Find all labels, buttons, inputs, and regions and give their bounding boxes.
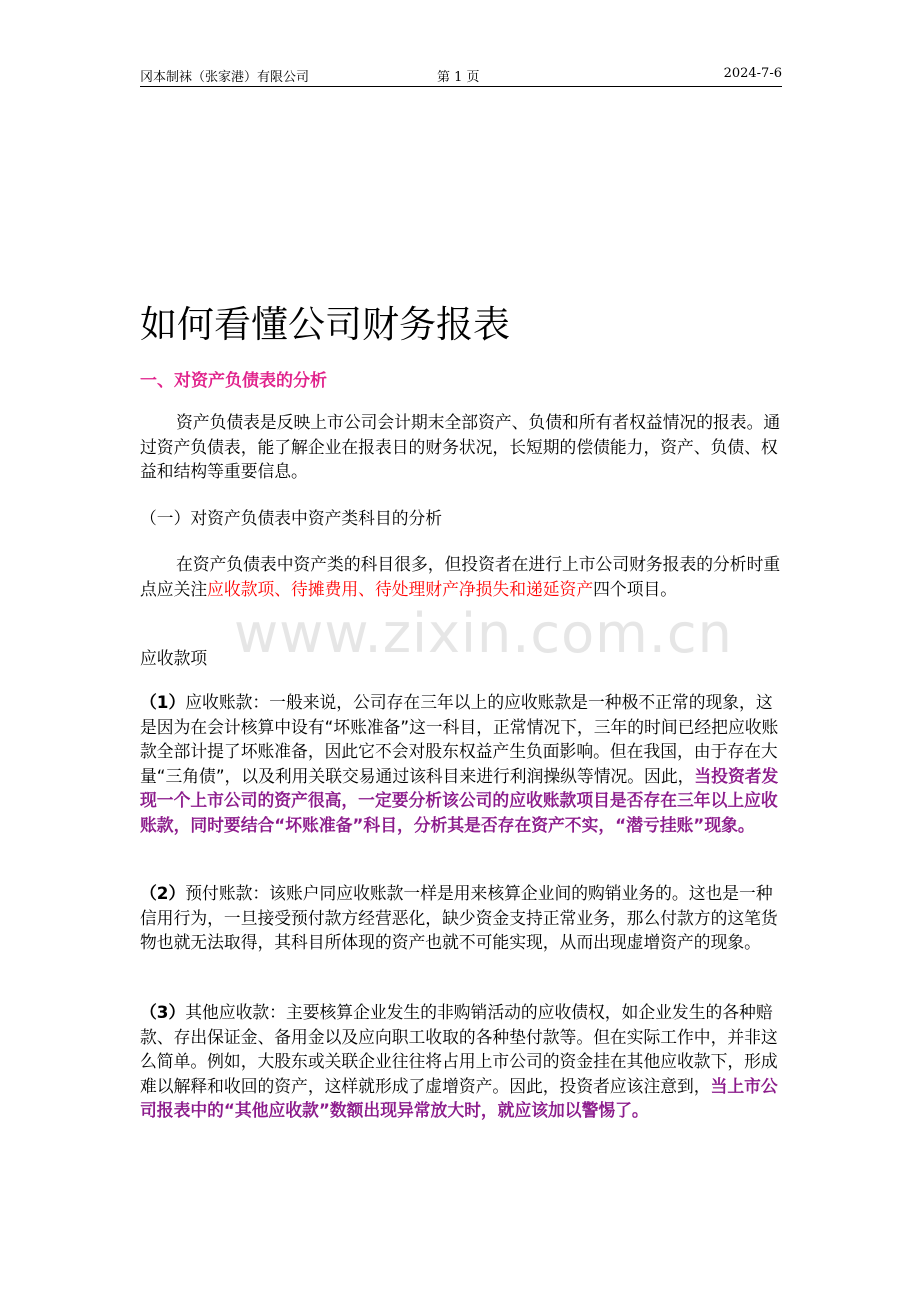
item1-number: （1） (140, 692, 186, 712)
subsection-heading-assets: （一）对资产负债表中资产类科目的分析 (140, 508, 443, 528)
item3-text: 其他应收款：主要核算企业发生的非购销活动的应收债权，如企业发生的各种赔款、存出保证金、备用金以及应向职工收取的各种垫付款等。但在实际工作中，并非这么简单。例如，大股东或关联企业往往将占用上市公司的资金挂在其他应收款下，形成难以解释和收回的资产，这样就形成了虚增资产。因此，投资者应该注意到， (140, 1002, 778, 1096)
item3-highlight: 当上市公司报表中的“其他应收款”数额出现异常放大时，就应该加以警惕了。 (140, 1075, 778, 1120)
assets-paragraph (140, 552, 785, 601)
assets-highlight: 应收款项、待摊费用、待处理财产净损失和递延资产 (207, 578, 594, 599)
page-header (140, 66, 782, 87)
item1-text: 应收账款：一般来说，公司存在三年以上的应收账款是一种极不正常的现象，这是因为在会计核算中设有“坏账准备”这一科目，正常情况下，三年的时间已经把应收账款全部计提了坏账准备，因此它不会对股东权益产生负面影响。但在我国，由于存在大量“三角债”，以及利用关联交易通过该科目来进行利润操纵等情况。因此， (140, 692, 779, 786)
assets-text-before: 在资产负债表中资产类的科目很多，但投资者在进行上市公司财务报表的分析时重点应关注 (140, 554, 781, 599)
item-prepayments (140, 881, 785, 955)
header-date: 2024-7-6 (723, 66, 782, 81)
item2-text: 预付账款：该账户同应收账款一样是用来核算企业间的购销业务的。这也是一种信用行为，一旦接受预付款方经营恶化，缺少资金支持正常业务，那么付款方的这笔货物也就无法取得，其科目所体现的资产也就不可能实现，从而出现虚增资产的现象。 (140, 883, 778, 952)
assets-text-after: 四个项目。 (593, 578, 678, 599)
item3-number: （3） (140, 1002, 186, 1022)
watermark: www.zixin.com.cn (234, 602, 733, 665)
intro-paragraph: 资产负债表是反映上市公司会计期末全部资产、负债和所有者权益情况的报表。通过资产负债表，能了解企业在报表日的财务状况，长短期的偿债能力，资产、负债、权益和结构等重要信息。 (140, 412, 781, 481)
item1-highlight: 当投资者发现一个上市公司的资产很高，一定要分析该公司的应收账款项目是否存在三年以上应收账款，同时要结合“坏账准备”科目，分析其是否存在资产不实，“潜亏挂账”现象。 (140, 765, 779, 835)
receivables-label: 应收款项 (140, 648, 208, 668)
header-page-number: 第 1 页 (437, 70, 480, 85)
item2-number: （2） (140, 883, 186, 903)
header-company: 冈本制袜（张家港）有限公司 (140, 70, 310, 85)
document-title: 如何看懂公司财务报表 (140, 303, 510, 346)
item-accounts-receivable (140, 690, 785, 837)
section-heading-balance-sheet: 一、对资产负债表的分析 (140, 371, 327, 391)
item-other-receivables (140, 1000, 785, 1123)
